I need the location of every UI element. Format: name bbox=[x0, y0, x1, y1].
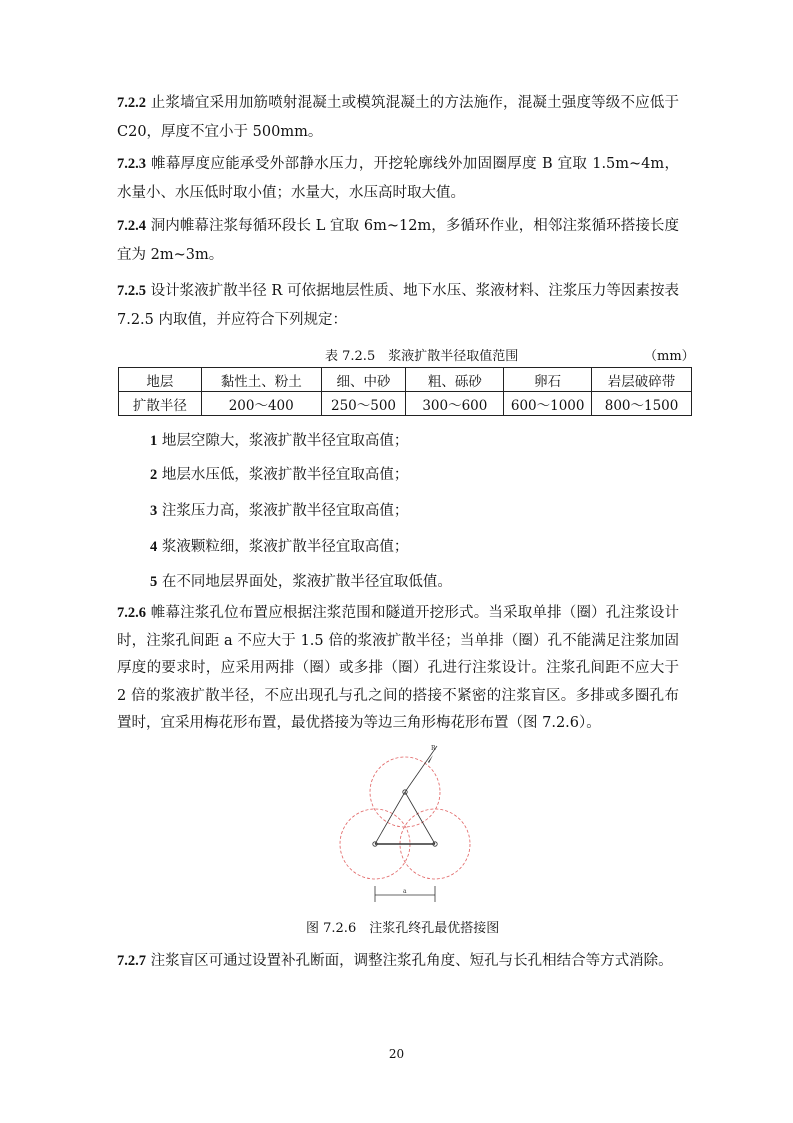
table-unit: （mm） bbox=[644, 349, 695, 364]
spacing-label: a bbox=[403, 888, 407, 895]
list-item bbox=[150, 431, 408, 451]
table-cell: 800～1500 bbox=[592, 392, 692, 416]
clause-number: 7.2.6 bbox=[117, 605, 146, 621]
list-text: 地层空隙大，浆液扩散半径宜取高值； bbox=[161, 433, 409, 449]
clause-text: 洞内帷幕注浆每循环段长 L 宜取 6m~12m，多循环作业，相邻注浆循环搭接长度宜为 2m~3m。 bbox=[117, 218, 679, 263]
list-number: 2 bbox=[150, 467, 158, 483]
clause-7-2-3 bbox=[117, 150, 679, 208]
table-cell: 扩散半径 bbox=[119, 392, 202, 416]
clause-number: 7.2.5 bbox=[117, 283, 146, 299]
radius-label: R bbox=[431, 745, 436, 752]
radius-arrow bbox=[405, 746, 437, 792]
list-text: 地层水压低，浆液扩散半径宜取高值； bbox=[161, 467, 409, 483]
table-cell: 细、中砂 bbox=[321, 368, 406, 392]
table-cell: 地层 bbox=[119, 368, 202, 392]
clause-7-2-2 bbox=[117, 89, 679, 147]
clause-7-2-6 bbox=[117, 600, 679, 738]
clause-7-2-4 bbox=[117, 212, 679, 270]
list-number: 3 bbox=[150, 503, 158, 519]
table-row bbox=[119, 392, 692, 416]
list-item bbox=[150, 501, 408, 521]
table-cell: 黏性土、粉土 bbox=[201, 368, 321, 392]
clause-number: 7.2.2 bbox=[117, 95, 146, 111]
page-number: 20 bbox=[388, 1047, 405, 1061]
table-header-row bbox=[119, 368, 692, 392]
clause-7-2-7 bbox=[117, 947, 679, 976]
list-item bbox=[150, 572, 452, 592]
table-cell: 200～400 bbox=[201, 392, 321, 416]
diffusion-radius-table bbox=[118, 367, 692, 416]
clause-text: 帷幕厚度应能承受外部静水压力，开挖轮廓线外加固圈厚度 B 宜取 1.5m~4m，水量小、水压低时取小值；水量大，水压高时取大值。 bbox=[117, 156, 680, 201]
list-item bbox=[150, 537, 408, 557]
list-number: 4 bbox=[150, 539, 158, 555]
list-text: 在不同地层界面处，浆液扩散半径宜取低值。 bbox=[161, 574, 452, 590]
grout-hole-overlap-figure bbox=[330, 740, 480, 910]
list-text: 注浆压力高，浆液扩散半径宜取高值； bbox=[161, 503, 409, 519]
clause-text: 设计浆液扩散半径 R 可依据地层性质、地下水压、浆液材料、注浆压力等因素按表 7.2.5 内取值，并应符合下列规定： bbox=[117, 283, 680, 328]
list-text: 浆液颗粒细，浆液扩散半径宜取高值； bbox=[161, 539, 409, 555]
clause-number: 7.2.7 bbox=[117, 953, 146, 969]
list-number: 5 bbox=[150, 574, 158, 590]
clause-text: 帷幕注浆孔位布置应根据注浆范围和隧道开挖形式。当采取单排（圈）孔注浆设计时，注浆孔间距 a 不应大于 1.5 倍的浆液扩散半径；当单排（圈）孔不能满足注浆加固厚度的要求时，应采用两排（圈）或多排（圈）孔进行注浆设计。注浆孔间距不应大于 2 倍的浆液扩散半径，不应出现孔与孔之间的搭接不紧密的注浆盲区。多排或多圈孔布置时，宜采用梅花形布置，最优搭接为等边三角形梅花形布置（图 7.2.6）。 bbox=[117, 605, 680, 731]
clause-number: 7.2.4 bbox=[117, 218, 146, 234]
table-caption: 表 7.2.5 浆液扩散半径取值范围 bbox=[325, 349, 519, 364]
clause-7-2-5 bbox=[117, 277, 679, 335]
table-cell: 卵石 bbox=[504, 368, 592, 392]
table-cell: 岩层破碎带 bbox=[592, 368, 692, 392]
table-cell: 600～1000 bbox=[504, 392, 592, 416]
table-cell: 250～500 bbox=[321, 392, 406, 416]
clause-text: 止浆墙宜采用加筋喷射混凝土或模筑混凝土的方法施作，混凝土强度等级不应低于 C20，厚度不宜小于 500mm。 bbox=[117, 95, 680, 140]
clause-text: 注浆盲区可通过设置补孔断面，调整注浆孔角度、短孔与长孔相结合等方式消除。 bbox=[150, 953, 673, 969]
table-cell: 300～600 bbox=[406, 392, 504, 416]
clause-number: 7.2.3 bbox=[117, 156, 146, 172]
list-number: 1 bbox=[150, 433, 158, 449]
table-cell: 粗、砾砂 bbox=[406, 368, 504, 392]
list-item bbox=[150, 465, 408, 485]
figure-caption: 图 7.2.6 注浆孔终孔最优搭接图 bbox=[306, 921, 500, 936]
